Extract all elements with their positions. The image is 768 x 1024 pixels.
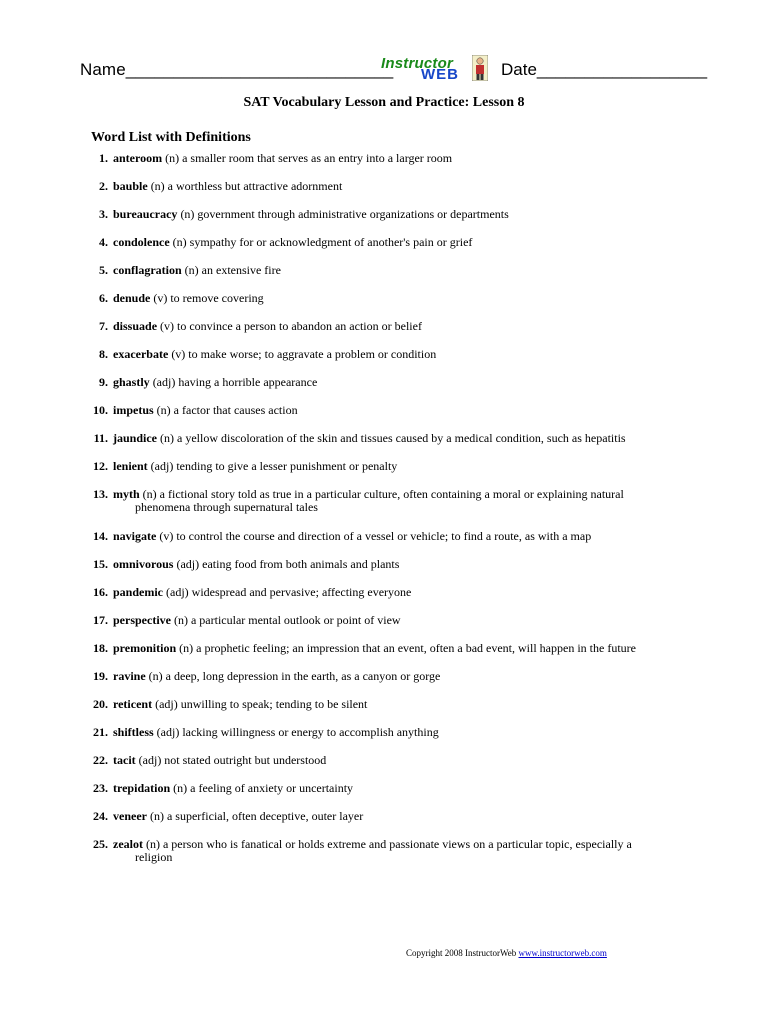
vocab-term: premonition bbox=[113, 641, 177, 655]
definition: (n) a prophetic feeling; an impression that an event, often a bad event, will happen in the future bbox=[176, 641, 636, 655]
website-link[interactable]: www.instructorweb.com bbox=[518, 948, 607, 958]
vocab-term: trepidation bbox=[113, 781, 171, 795]
item-number: 9. bbox=[99, 375, 108, 389]
vocab-term: bauble bbox=[113, 179, 148, 193]
item-number: 19. bbox=[93, 669, 108, 683]
item-number: 17. bbox=[93, 613, 108, 627]
name-field: Name____________________________ bbox=[80, 60, 394, 79]
logo-text-instructor: Instructor bbox=[381, 55, 454, 72]
list-item bbox=[86, 838, 696, 880]
list-item bbox=[86, 642, 696, 670]
definition: (n) a worthless but attractive adornment bbox=[147, 179, 343, 193]
vocab-term: shiftless bbox=[113, 725, 154, 739]
item-number: 4. bbox=[99, 235, 108, 249]
definition: (n) a fictional story told as true in a particular culture, often containing a moral or explaining natural bbox=[139, 487, 624, 501]
definition: (n) a factor that causes action bbox=[153, 403, 298, 417]
list-item bbox=[86, 376, 696, 404]
item-number: 22. bbox=[93, 753, 108, 767]
list-item bbox=[86, 404, 696, 432]
item-number: 5. bbox=[99, 263, 108, 277]
definition: (v) to convince a person to abandon an action or belief bbox=[157, 319, 422, 333]
item-number: 12. bbox=[93, 459, 108, 473]
item-number: 25. bbox=[93, 837, 108, 851]
definition: (adj) widespread and pervasive; affecting everyone bbox=[163, 585, 412, 599]
item-number: 16. bbox=[93, 585, 108, 599]
list-item bbox=[86, 670, 696, 698]
word-list bbox=[86, 152, 696, 880]
item-number: 14. bbox=[93, 529, 108, 543]
vocab-term: zealot bbox=[113, 837, 143, 851]
definition: (adj) lacking willingness or energy to accomplish anything bbox=[153, 725, 439, 739]
vocab-term: ravine bbox=[113, 669, 146, 683]
vocab-term: myth bbox=[113, 487, 140, 501]
definition: (n) government through administrative organizations or departments bbox=[177, 207, 509, 221]
copyright-text: Copyright 2008 InstructorWeb bbox=[406, 948, 519, 958]
worksheet-header bbox=[80, 55, 708, 90]
definition: (n) an extensive fire bbox=[181, 263, 281, 277]
vocab-term: tacit bbox=[113, 753, 136, 767]
definition: (adj) not stated outright but understood bbox=[135, 753, 327, 767]
item-number: 18. bbox=[93, 641, 108, 655]
teacher-figure-icon bbox=[472, 55, 488, 81]
definition: (v) to remove covering bbox=[150, 291, 264, 305]
definition: (n) a deep, long depression in the earth, as a canyon or gorge bbox=[145, 669, 441, 683]
item-number: 23. bbox=[93, 781, 108, 795]
item-number: 7. bbox=[99, 319, 108, 333]
list-item bbox=[86, 264, 696, 292]
list-item bbox=[86, 152, 696, 180]
definition: (adj) eating food from both animals and plants bbox=[173, 557, 400, 571]
item-number: 8. bbox=[99, 347, 108, 361]
item-number: 15. bbox=[93, 557, 108, 571]
vocab-term: navigate bbox=[113, 529, 157, 543]
vocab-term: ghastly bbox=[113, 375, 150, 389]
item-number: 24. bbox=[93, 809, 108, 823]
vocab-term: bureaucracy bbox=[113, 207, 178, 221]
list-item bbox=[86, 236, 696, 264]
list-item bbox=[86, 180, 696, 208]
definition: (n) a yellow discoloration of the skin and tissues caused by a medical condition, such as hepatitis bbox=[157, 431, 626, 445]
definition: (n) a superficial, often deceptive, outer layer bbox=[146, 809, 364, 823]
definition-continued: phenomena through supernatural tales bbox=[135, 500, 318, 514]
list-item bbox=[86, 698, 696, 726]
definition: (adj) tending to give a lesser punishment or penalty bbox=[147, 459, 398, 473]
definition: (n) a person who is fanatical or holds extreme and passionate views on a particular topic, especially a bbox=[142, 837, 632, 851]
definition: (n) sympathy for or acknowledgment of another's pain or grief bbox=[169, 235, 473, 249]
item-number: 13. bbox=[93, 487, 108, 501]
vocab-term: impetus bbox=[113, 403, 154, 417]
item-number: 20. bbox=[93, 697, 108, 711]
list-item bbox=[86, 726, 696, 754]
list-item bbox=[86, 432, 696, 460]
page-title: SAT Vocabulary Lesson and Practice: Lesson 8 bbox=[243, 95, 525, 110]
vocab-term: lenient bbox=[113, 459, 148, 473]
definition: (adj) unwilling to speak; tending to be silent bbox=[152, 697, 368, 711]
list-item bbox=[86, 558, 696, 586]
definition: (n) a feeling of anxiety or uncertainty bbox=[170, 781, 354, 795]
definition: (v) to control the course and direction of a vessel or vehicle; to find a route, as with a map bbox=[156, 529, 592, 543]
definition-continued: religion bbox=[135, 850, 173, 864]
definition: (adj) having a horrible appearance bbox=[149, 375, 318, 389]
item-number: 3. bbox=[99, 207, 108, 221]
list-item bbox=[86, 320, 696, 348]
list-item bbox=[86, 782, 696, 810]
list-item bbox=[86, 488, 696, 530]
list-item bbox=[86, 586, 696, 614]
vocab-term: denude bbox=[113, 291, 151, 305]
definition: (n) a smaller room that serves as an entry into a larger room bbox=[162, 151, 453, 165]
list-item bbox=[86, 460, 696, 488]
item-number: 6. bbox=[99, 291, 108, 305]
vocab-term: exacerbate bbox=[113, 347, 169, 361]
vocab-term: pandemic bbox=[113, 585, 164, 599]
vocab-term: dissuade bbox=[113, 319, 158, 333]
vocab-term: conflagration bbox=[113, 263, 182, 277]
item-number: 11. bbox=[93, 431, 108, 445]
vocab-term: perspective bbox=[113, 613, 171, 627]
vocab-term: jaundice bbox=[113, 431, 158, 445]
definition: (v) to make worse; to aggravate a problem or condition bbox=[168, 347, 437, 361]
list-item bbox=[86, 292, 696, 320]
list-item bbox=[86, 530, 696, 558]
item-number: 10. bbox=[93, 403, 108, 417]
list-item bbox=[86, 208, 696, 236]
section-heading: Word List with Definitions bbox=[91, 130, 251, 145]
list-item bbox=[86, 348, 696, 376]
vocab-term: omnivorous bbox=[113, 557, 174, 571]
instructorweb-logo bbox=[381, 55, 489, 85]
definition: (n) a particular mental outlook or point of view bbox=[170, 613, 401, 627]
vocab-term: veneer bbox=[113, 809, 147, 823]
vocab-term: condolence bbox=[113, 235, 170, 249]
list-item bbox=[86, 614, 696, 642]
list-item bbox=[86, 754, 696, 782]
item-number: 21. bbox=[93, 725, 108, 739]
logo-text-web: WEB bbox=[421, 66, 459, 83]
vocab-term: anteroom bbox=[113, 151, 163, 165]
copyright-footer bbox=[406, 948, 607, 958]
item-number: 1. bbox=[99, 151, 108, 165]
item-number: 2. bbox=[99, 179, 108, 193]
vocab-term: reticent bbox=[113, 697, 153, 711]
list-item bbox=[86, 810, 696, 838]
date-field: Date__________________ bbox=[501, 60, 708, 79]
